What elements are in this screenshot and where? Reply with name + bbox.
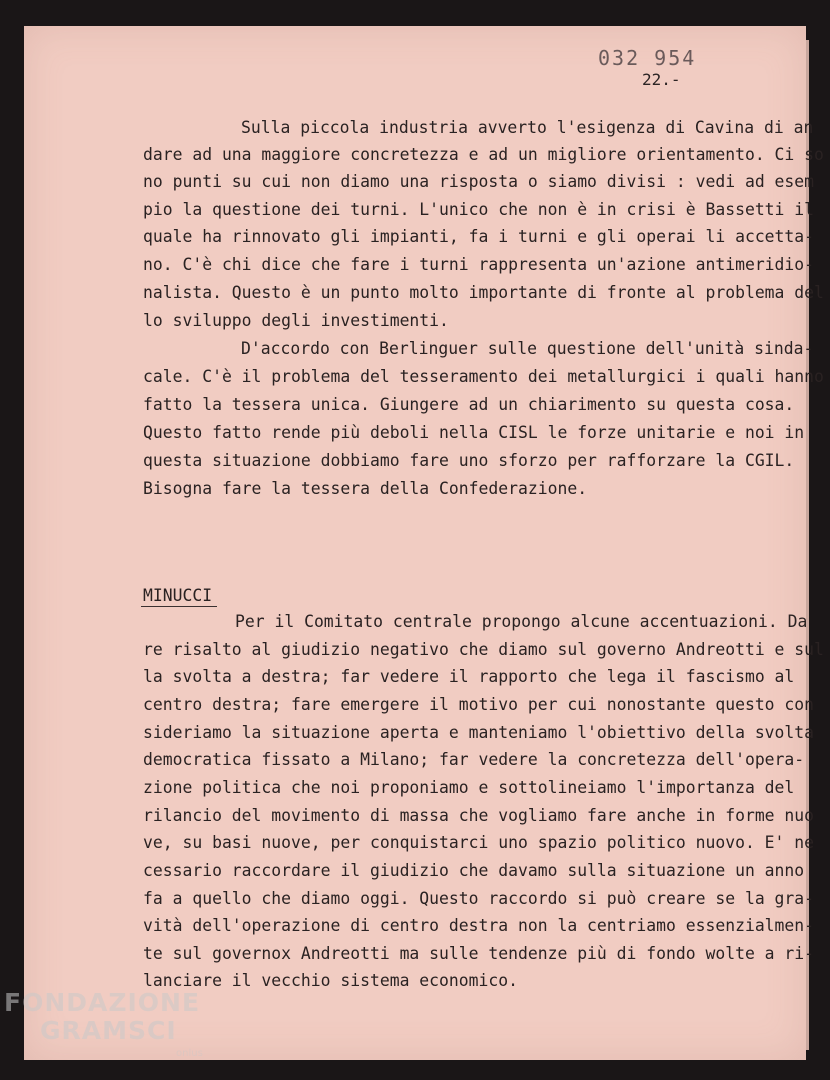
- paragraph2-line: Questo fatto rende più deboli nella CISL le forze unitarie e noi in: [143, 423, 805, 442]
- paragraph2-line: Bisogna fare la tessera della Confederazione.: [143, 479, 588, 498]
- paragraph3-line: la svolta a destra; far vedere il rapporto che lega il fascismo al: [143, 667, 795, 686]
- paragraph1-line: no. C'è chi dice che fare i turni rappresenta un'azione antimeridio-: [143, 255, 815, 274]
- paragraph3-line: democratica fissato a Milano; far vedere la concretezza dell'opera-: [143, 750, 805, 769]
- paragraph3-line: vità dell'operazione di centro destra non la centriamo essenzialmen-: [143, 916, 815, 935]
- speaker-heading: MINUCCI: [143, 586, 213, 605]
- paragraph3-line: ve, su basi nuove, per conquistarci uno spazio politico nuovo. E' ne: [143, 833, 815, 852]
- paragraph3-line: te sul governox Andreotti ma sulle tendenze più di fondo wolte a ri-: [143, 944, 815, 963]
- watermark-fondazione: FONDAZIONE: [4, 988, 201, 1017]
- paragraph1-line: lo sviluppo degli investimenti.: [143, 311, 449, 330]
- watermark-gramsci: GRAMSCI: [40, 1016, 177, 1045]
- paragraph3-line: re risalto al giudizio negativo che diamo sul governo Andreotti e sul: [143, 640, 824, 659]
- archive-number: 032 954: [598, 46, 697, 70]
- paragraph3-line: cessario raccordare il giudizio che davamo sulla situazione un anno: [143, 861, 805, 880]
- paragraph1-line: no punti su cui non diamo una risposta o siamo divisi : vedi ad esem: [143, 172, 815, 191]
- watermark-onlus: onlus: [176, 1048, 203, 1059]
- paragraph1-line: pio la questione dei turni. L'unico che non è in crisi è Bassetti il: [143, 200, 815, 219]
- paragraph2-line: fatto la tessera unica. Giungere ad un chiarimento su questa cosa.: [143, 395, 795, 414]
- heading-underline: [141, 606, 217, 607]
- paragraph1-line: nalista. Questo è un punto molto importante di fronte al problema del: [143, 283, 824, 302]
- paragraph3-line: rilancio del movimento di massa che vogliamo fare anche in forme nuo: [143, 806, 815, 825]
- paragraph3-line: zione politica che noi proponiamo e sottolineiamo l'importanza del: [143, 778, 795, 797]
- paragraph2-line: cale. C'è il problema del tesseramento dei metallurgici i quali hanno: [143, 367, 824, 386]
- paragraph1-line: Sulla piccola industria avverto l'esigenza di Cavina di an: [241, 118, 814, 137]
- paragraph3-line: sideriamo la situazione aperta e manteniamo l'obiettivo della svolta: [143, 723, 815, 742]
- paragraph3-line: Per il Comitato centrale propongo alcune accentuazioni. Da: [235, 612, 808, 631]
- paragraph3-line: lanciare il vecchio sistema economico.: [143, 971, 518, 990]
- paragraph2-line: D'accordo con Berlinguer sulle questione dell'unità sinda-: [241, 339, 814, 358]
- paragraph1-line: dare ad una maggiore concretezza e ad un migliore orientamento. Ci so: [143, 145, 824, 164]
- paragraph1-line: quale ha rinnovato gli impianti, fa i turni e gli operai li accetta-: [143, 227, 815, 246]
- paragraph2-line: questa situazione dobbiamo fare uno sforzo per rafforzare la CGIL.: [143, 451, 795, 470]
- paragraph3-line: fa a quello che diamo oggi. Questo raccordo si può creare se la gra-: [143, 889, 815, 908]
- page-number: 22.-: [642, 70, 681, 89]
- paragraph3-line: centro destra; fare emergere il motivo per cui nonostante questo con: [143, 695, 815, 714]
